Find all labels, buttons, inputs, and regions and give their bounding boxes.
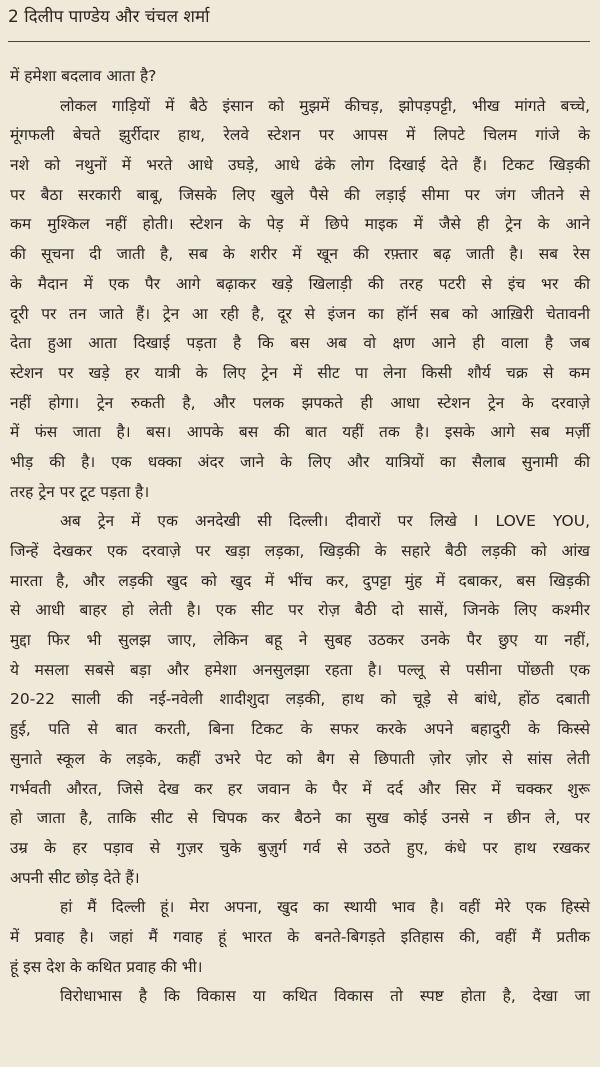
text-line: अब ट्रेन में एक अनदेखी सी दिल्ली। दीवारों पर लिखे I LOVE YOU,	[60, 512, 590, 531]
text-line: नशे को नथुनों में भरते आधे उघड़े, आधे ढंके लोग दिखाई देते हैं। टिकट खिड़की	[10, 156, 590, 175]
text-line: हूं इस देश के कथित प्रवाह की भी।	[10, 957, 203, 976]
text-line: ये मसला सबसे बड़ा और हमेशा अनसुलझा रहता है। पल्लू से पसीना पोंछती एक	[10, 660, 590, 679]
text-line: मारता है, और लड़की खुद को खुद में भींच कर, दुपट्टा मुंह में दबाकर, बस खिड़की	[10, 571, 590, 590]
text-line: सुनाते स्कूल के लड़के, कहीं उभरे पेट को बैग से छिपाती ज़ोर ज़ोर से सांस लेती	[10, 749, 590, 768]
text-line: तरह ट्रेन पर टूट पड़ता है।	[10, 482, 150, 501]
text-line: हुई, पति से बात करती, बिना टिकट के सफर करके अपने बहादुरी के किस्से	[10, 720, 590, 739]
text-line: 20-22 साली की नई-नवेली शादीशुदा लड़की, हाथ को चूड़े से बांधे, होंठ दबाती	[10, 690, 590, 709]
text-line: की सूचना दी जाती है, सब के शरीर में खून की रफ़्तार बढ़ जाती है। सब रेस	[10, 245, 590, 264]
text-line: मूंगफली बेचते झुर्रीदार हाथ, रेलवे स्टेशन पर आपस में लिपटे चिलम गांजे के	[10, 126, 590, 145]
text-line: नहीं होगा। ट्रेन रुकती है, और पलक झपकते ही आधा स्टेशन ट्रेन के दरवाज़े	[10, 393, 590, 412]
text-line: के मैदान में एक पैर आगे बढ़ाकर खड़े खिलाड़ी की तरह पटरी से इंच भर की	[10, 274, 590, 293]
header-divider	[8, 41, 590, 42]
text-line: से आधी बाहर हो लेती है। एक सीट पर रोज़ बैठी दो सासें, जिनके लिए कश्मीर	[10, 601, 590, 620]
text-line: स्टेशन पर खड़े हर यात्री के लिए ट्रेन में सीट पा लेना किसी शौर्य चक्र से कम	[10, 363, 590, 382]
text-line: विरोधाभास है कि विकास या कथित विकास तो स्पष्ट होता है, देखा जा	[60, 987, 590, 1006]
text-line: भीड़ की है। एक धक्का अंदर जाने के लिए और यात्रियों का सैलाब सुनामी की	[10, 452, 590, 471]
paragraph	[10, 92, 590, 508]
paragraph	[10, 507, 590, 893]
text-line: में फंस जाता है। बस। आपके बस की बात यहीं तक है। इसके आगे सब मर्ज़ी	[10, 423, 590, 442]
paragraph	[10, 893, 590, 982]
paragraph	[10, 982, 590, 1012]
text-line: देता हुआ आता दिखाई पड़ता है कि बस अब वो क्षण आने ही वाला है जब	[10, 334, 590, 353]
text-line: हां मैं दिल्ली हूं। मेरा अपना, खुद का स्थायी भाव है। वहीं मेरे एक हिस्से	[60, 898, 590, 917]
body-text	[10, 62, 590, 1012]
text-line: में प्रवाह है। जहां मैं गवाह हूं भारत के बनते-बिगड़ते इतिहास की, वहीं मैं प्रतीक	[10, 927, 590, 946]
running-head: 2 दिलीप पाण्डेय और चंचल शर्मा	[8, 7, 210, 27]
text-line: उम्र के हर पड़ाव से गुज़र चुके बुज़ुर्ग गर्व से उठते हुए, कंधे पर हाथ रखकर	[10, 838, 590, 857]
text-line: दूरी पर तन जाते हैं। ट्रेन आ रही है, दूर से इंजन का हॉर्न सब को आख़िरी चेतावनी	[10, 304, 590, 323]
text-line: हो जाता है, ताकि सीट से चिपक कर बैठने का सुख कोई उनसे न छीन ले, पर	[10, 809, 590, 828]
text-line: लोकल गाड़ियों में बैठे इंसान को मुझमें कीचड़, झोपड़पट्टी, भीख मांगते बच्चे,	[60, 96, 590, 115]
text-line: कम मुश्किल नहीं होती। स्टेशन के पेड़ में छिपे माइक में जैसे ही ट्रेन के आने	[10, 215, 590, 234]
text-line: जिन्हें देखकर एक दरवाज़े पर खड़ा लड़का, खिड़की के सहारे बैठी लड़की को आंख	[10, 542, 590, 560]
text-line: अपनी सीट छोड़ देते हैं।	[10, 868, 140, 887]
text-line: गर्भवती औरत, जिसे देख कर हर जवान के पैर में दर्द और सिर में चक्कर शुरू	[10, 779, 590, 798]
text-line: पर बैठा सरकारी बाबू, जिसके लिए खुले पैसे की लड़ाई सीमा पर जंग जीतने से	[10, 185, 590, 204]
text-line: में हमेशा बदलाव आता है?	[10, 67, 157, 85]
text-line: मुद्दा फिर भी सुलझ जाए, लेकिन बहू ने सुबह उठकर उनके पैर छुए या नहीं,	[10, 631, 590, 650]
paragraph	[10, 62, 590, 92]
